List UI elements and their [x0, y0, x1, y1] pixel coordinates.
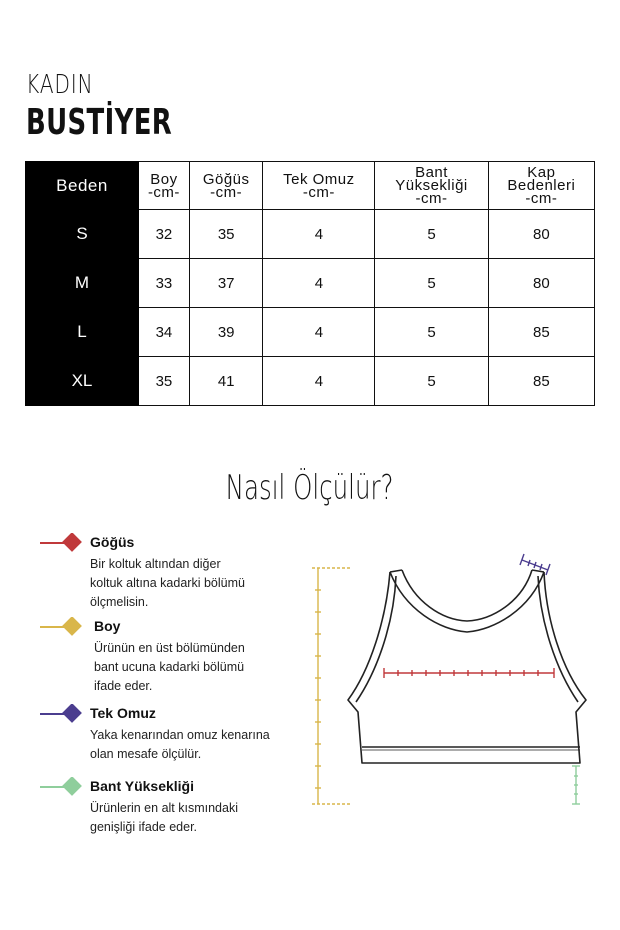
table-cell: 4: [263, 308, 375, 357]
col-3-l1: Bant: [415, 164, 448, 181]
legend-chest-name: Göğüs: [90, 534, 135, 550]
length-marker-icon: [40, 617, 86, 637]
chest-marker-icon: [40, 533, 86, 553]
legend-chest-line: Bir koltuk altından diğer: [90, 557, 221, 571]
table-row: [26, 210, 595, 259]
col-4-l2: Bedenleri: [507, 177, 576, 194]
legend-length-line: Ürünün en üst bölümünden: [94, 641, 245, 655]
col-1-l1: Göğüs: [202, 170, 250, 188]
table-cell: 32: [139, 210, 190, 259]
how-to-measure-text: Nasıl Ölçülür?: [226, 468, 394, 508]
table-cell: 5: [375, 357, 488, 406]
legend-length-desc: [94, 639, 314, 696]
col-0-l1: Boy: [150, 170, 178, 188]
col-header-4: [488, 162, 594, 210]
band-ruler: [572, 766, 580, 804]
legend-shoulder-desc: [90, 726, 310, 764]
col-4-l3: -cm-: [525, 190, 558, 207]
legend-length-name: Boy: [94, 618, 121, 634]
col-3-l3: -cm-: [415, 190, 448, 207]
table-cell: 5: [375, 210, 488, 259]
table-row: [26, 357, 595, 406]
size-label: S: [26, 210, 139, 259]
header-product: BUSTİYER: [26, 102, 173, 143]
table-cell: 4: [263, 357, 375, 406]
how-to-measure-title: [0, 468, 620, 508]
table-cell: 34: [139, 308, 190, 357]
table-cell: 35: [139, 357, 190, 406]
col-header-1: [189, 162, 263, 210]
size-column-header: Beden: [26, 162, 139, 210]
legend-chest-line: koltuk altına kadarki bölümü: [90, 576, 245, 590]
table-cell: 4: [263, 210, 375, 259]
col-1-l2: -cm-: [210, 183, 243, 201]
col-3-l2: Yüksekliği: [395, 177, 468, 194]
legend-length-line: bant ucuna kadarki bölümü: [94, 660, 245, 674]
col-0-l2: -cm-: [147, 183, 180, 201]
table-cell: 35: [189, 210, 263, 259]
shoulder-marker-icon: [40, 704, 86, 724]
legend-shoulder-line: Yaka kenarından omuz kenarına: [90, 728, 270, 742]
table-cell: 37: [189, 259, 263, 308]
band-marker-icon: [40, 777, 86, 797]
shoulder-ruler: [520, 554, 550, 575]
legend-chest-line: ölçmelisin.: [90, 595, 149, 609]
legend-band-name: Bant Yüksekliği: [90, 778, 195, 794]
col-4-l1: Kap: [527, 164, 556, 181]
legend-length-line: ifade eder.: [94, 679, 153, 693]
table-cell: 39: [189, 308, 263, 357]
col-2-l2: -cm-: [302, 183, 335, 201]
size-label: M: [26, 259, 139, 308]
table-cell: 80: [488, 259, 594, 308]
col-2-l1: Tek Omuz: [283, 170, 355, 188]
legend-band-line: Ürünlerin en alt kısmındaki: [90, 801, 238, 815]
table-row: [26, 308, 595, 357]
legend-shoulder-name: Tek Omuz: [90, 705, 156, 721]
legend-shoulder-line: olan mesafe ölçülür.: [90, 747, 202, 761]
col-header-3: [375, 162, 488, 210]
table-row: [26, 259, 595, 308]
length-ruler: [312, 568, 350, 804]
header-kadin: KADIN: [26, 70, 94, 100]
legend-band-line: genişliği ifade eder.: [90, 820, 198, 834]
chest-ruler: [384, 668, 554, 678]
size-label: XL: [26, 357, 139, 406]
table-cell: 80: [488, 210, 594, 259]
table-cell: 85: [488, 308, 594, 357]
legend-chest-desc: [90, 555, 310, 612]
size-table: [25, 161, 595, 406]
table-cell: 33: [139, 259, 190, 308]
bustier-diagram-illustration: [310, 550, 610, 820]
table-cell: 4: [263, 259, 375, 308]
size-label: L: [26, 308, 139, 357]
table-cell: 41: [189, 357, 263, 406]
table-cell: 5: [375, 259, 488, 308]
col-header-2: [263, 162, 375, 210]
legend-band-desc: [90, 799, 310, 837]
table-cell: 85: [488, 357, 594, 406]
table-cell: 5: [375, 308, 488, 357]
col-header-0: [139, 162, 190, 210]
